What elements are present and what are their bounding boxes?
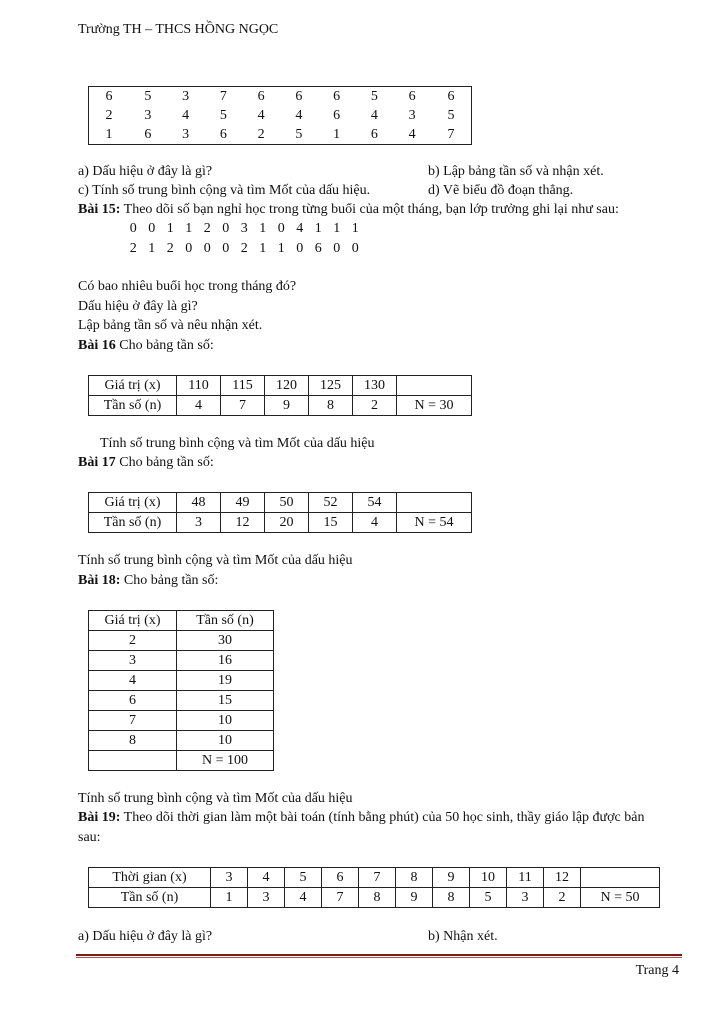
absence-count: 1 <box>166 221 174 236</box>
table-cell: 4 <box>182 107 190 123</box>
q14-c: c) Tính số trung bình cộng và tìm Mốt của dấu hiệu. <box>78 183 371 198</box>
bai15-text: Theo dõi số bạn nghỉ học trong từng buổi của một tháng, bạn lớp trưởng ghi lại như sau: <box>120 202 619 217</box>
absence-count: 1 <box>333 221 341 236</box>
table-cell: 1 <box>105 126 113 142</box>
absence-count: 0 <box>222 221 230 236</box>
absence-count: 0 <box>296 241 304 256</box>
table-row <box>89 125 472 145</box>
table-row <box>89 731 274 751</box>
frequency-cell: 5 <box>470 888 507 908</box>
value-cell: 8 <box>396 868 433 888</box>
bai19-statement <box>78 810 644 826</box>
value-cell: 2 <box>89 631 177 651</box>
table-cell: 6 <box>219 126 227 142</box>
header-cell: Tần số (n) <box>89 396 177 416</box>
empty-cell <box>581 868 660 888</box>
bai15-q3: Lập bảng tần số và nêu nhận xét. <box>78 318 263 333</box>
bai15-statement <box>78 202 619 218</box>
bai15-label: Bài 15: <box>78 202 121 217</box>
value-cell: 4 <box>248 868 285 888</box>
table-row <box>89 376 472 396</box>
table-cell: 6 <box>144 126 152 142</box>
table-cell: 4 <box>257 107 265 123</box>
frequency-cell: 10 <box>177 731 274 751</box>
table-cell: 7 <box>219 88 227 104</box>
empty-cell <box>397 493 472 513</box>
value-cell: 11 <box>507 868 544 888</box>
value-cell: 12 <box>544 868 581 888</box>
bai18-label: Bài 18: <box>78 573 121 588</box>
data-grid-table <box>88 86 472 145</box>
total-cell: N = 100 <box>177 751 274 771</box>
header-cell: Tần số (n) <box>89 888 211 908</box>
value-cell: 9 <box>433 868 470 888</box>
table-row <box>89 396 472 416</box>
bai18-statement <box>78 573 218 589</box>
frequency-cell: 7 <box>221 396 265 416</box>
bai17-text: Cho bảng tần số: <box>115 455 214 470</box>
bai19-b: b) Nhận xét. <box>428 929 498 944</box>
bai16-text: Cho bảng tần số: <box>115 338 214 353</box>
table-cell: 4 <box>408 126 416 142</box>
absence-count: 0 <box>185 241 193 256</box>
table-cell: 3 <box>182 88 190 104</box>
table-cell: 3 <box>144 107 152 123</box>
value-cell: 50 <box>265 493 309 513</box>
frequency-cell: 2 <box>544 888 581 908</box>
value-cell: 6 <box>89 691 177 711</box>
table-cell: 6 <box>333 88 341 104</box>
table-cell: 6 <box>408 88 416 104</box>
absence-count: 4 <box>296 221 304 236</box>
footer-rule <box>76 954 682 956</box>
header-cell: Thời gian (x) <box>89 868 211 888</box>
table-cell: 4 <box>370 107 378 123</box>
value-cell: 4 <box>89 671 177 691</box>
absence-count: 6 <box>314 241 322 256</box>
header-cell: Tần số (n) <box>177 611 274 631</box>
absence-count: 1 <box>351 221 359 236</box>
bai17-task: Tính số trung bình cộng và tìm Mốt của dấu hiệu <box>78 553 353 568</box>
value-cell: 125 <box>309 376 353 396</box>
table-cell: 6 <box>370 126 378 142</box>
absence-count: 0 <box>222 241 230 256</box>
table-row <box>89 493 472 513</box>
table-cell: 5 <box>370 88 378 104</box>
absence-count: 1 <box>148 241 156 256</box>
value-cell: 120 <box>265 376 309 396</box>
header-cell: Tần số (n) <box>89 513 177 533</box>
absence-count: 2 <box>166 241 174 256</box>
bai16-label: Bài 16 <box>78 338 116 353</box>
bai19-text-cont: sau: <box>78 830 101 845</box>
table-cell: 5 <box>219 107 227 123</box>
value-cell: 8 <box>89 731 177 751</box>
frequency-cell: 20 <box>265 513 309 533</box>
value-cell: 115 <box>221 376 265 396</box>
table-cell: 6 <box>447 88 455 104</box>
table-row <box>89 691 274 711</box>
absence-count: 2 <box>240 241 248 256</box>
value-cell: 7 <box>89 711 177 731</box>
absence-count: 2 <box>203 221 211 236</box>
value-cell: 52 <box>309 493 353 513</box>
bai18-text: Cho bảng tần số: <box>120 573 219 588</box>
absence-count: 1 <box>277 241 285 256</box>
frequency-cell: 9 <box>265 396 309 416</box>
frequency-cell: 4 <box>285 888 322 908</box>
frequency-cell: 30 <box>177 631 274 651</box>
absence-count: 1 <box>259 221 267 236</box>
total-cell: N = 30 <box>397 396 472 416</box>
absence-count: 0 <box>203 241 211 256</box>
frequency-cell: 7 <box>322 888 359 908</box>
q14-d: d) Vẽ biểu đồ đoạn thẳng. <box>428 183 574 198</box>
frequency-cell: 19 <box>177 671 274 691</box>
table-row <box>89 513 472 533</box>
absence-count: 1 <box>185 221 193 236</box>
bai19-text: Theo dõi thời gian làm một bài toán (tính bằng phút) của 50 học sinh, thầy giáo lập được bản <box>120 810 645 825</box>
bai17-label: Bài 17 <box>78 455 116 470</box>
value-cell: 110 <box>177 376 221 396</box>
header-cell: Giá trị (x) <box>89 493 177 513</box>
bai18-frequency-table <box>88 610 274 771</box>
value-cell: 49 <box>221 493 265 513</box>
value-cell: 10 <box>470 868 507 888</box>
empty-cell <box>89 751 177 771</box>
table-cell: 1 <box>333 126 341 142</box>
absence-count: 1 <box>314 221 322 236</box>
bai15-q1: Có bao nhiêu buổi học trong tháng đó? <box>78 279 297 294</box>
bai18-task: Tính số trung bình cộng và tìm Mốt của dấu hiệu <box>78 791 353 806</box>
total-cell: N = 54 <box>397 513 472 533</box>
frequency-cell: 15 <box>177 691 274 711</box>
table-cell: 6 <box>257 88 265 104</box>
total-cell: N = 50 <box>581 888 660 908</box>
table-row <box>89 671 274 691</box>
q14-a: a) Dấu hiệu ở đây là gì? <box>78 164 213 179</box>
frequency-cell: 3 <box>177 513 221 533</box>
table-cell: 6 <box>333 107 341 123</box>
empty-cell <box>397 376 472 396</box>
bai17-frequency-table <box>88 492 472 533</box>
frequency-cell: 8 <box>309 396 353 416</box>
frequency-cell: 10 <box>177 711 274 731</box>
frequency-cell: 3 <box>248 888 285 908</box>
table-cell: 7 <box>447 126 455 142</box>
header-cell: Giá trị (x) <box>89 611 177 631</box>
value-cell: 54 <box>353 493 397 513</box>
table-cell: 5 <box>447 107 455 123</box>
bai16-statement <box>78 338 214 354</box>
bai19-label: Bài 19: <box>78 810 121 825</box>
table-cell: 6 <box>105 88 113 104</box>
frequency-cell: 4 <box>177 396 221 416</box>
footer-rule-thin <box>76 957 682 958</box>
table-row <box>89 711 274 731</box>
bai19-frequency-table <box>88 867 660 908</box>
bai16-frequency-table <box>88 375 472 416</box>
frequency-cell: 3 <box>507 888 544 908</box>
table-cell: 3 <box>182 126 190 142</box>
frequency-cell: 12 <box>221 513 265 533</box>
table-row <box>89 631 274 651</box>
table-row <box>89 888 660 908</box>
frequency-cell: 8 <box>433 888 470 908</box>
bai16-task: Tính số trung bình cộng và tìm Mốt của dấu hiệu <box>100 436 375 451</box>
q14-b: b) Lập bảng tần số và nhận xét. <box>428 164 604 179</box>
absence-count: 0 <box>277 221 285 236</box>
page-number: Trang 4 <box>635 963 679 978</box>
absence-count: 0 <box>333 241 341 256</box>
absence-count: 0 <box>148 221 156 236</box>
table-row <box>89 868 660 888</box>
table-row <box>89 651 274 671</box>
bai15-row2 <box>124 241 365 257</box>
absence-count: 1 <box>259 241 267 256</box>
table-row <box>89 751 274 771</box>
bai15-q2: Dấu hiệu ở đây là gì? <box>78 299 198 314</box>
value-cell: 3 <box>211 868 248 888</box>
value-cell: 130 <box>353 376 397 396</box>
frequency-cell: 16 <box>177 651 274 671</box>
value-cell: 3 <box>89 651 177 671</box>
frequency-cell: 1 <box>211 888 248 908</box>
table-cell: 6 <box>295 88 303 104</box>
table-cell: 5 <box>144 88 152 104</box>
frequency-cell: 4 <box>353 513 397 533</box>
absence-count: 3 <box>240 221 248 236</box>
frequency-cell: 8 <box>359 888 396 908</box>
bai17-statement <box>78 455 214 471</box>
table-cell: 2 <box>257 126 265 142</box>
value-cell: 48 <box>177 493 221 513</box>
absence-count: 0 <box>129 221 137 236</box>
frequency-cell: 9 <box>396 888 433 908</box>
bai19-a: a) Dấu hiệu ở đây là gì? <box>78 929 213 944</box>
table-row <box>89 87 472 107</box>
value-cell: 5 <box>285 868 322 888</box>
value-cell: 6 <box>322 868 359 888</box>
bai15-row1 <box>124 221 365 237</box>
table-row <box>89 106 472 125</box>
absence-count: 2 <box>129 241 137 256</box>
value-cell: 7 <box>359 868 396 888</box>
school-header: Trường TH – THCS HỒNG NGỌC <box>78 22 279 37</box>
frequency-cell: 2 <box>353 396 397 416</box>
table-cell: 3 <box>408 107 416 123</box>
header-cell: Giá trị (x) <box>89 376 177 396</box>
table-cell: 4 <box>295 107 303 123</box>
table-cell: 2 <box>105 107 113 123</box>
frequency-cell: 15 <box>309 513 353 533</box>
table-row <box>89 611 274 631</box>
absence-count: 0 <box>351 241 359 256</box>
table-cell: 5 <box>295 126 303 142</box>
